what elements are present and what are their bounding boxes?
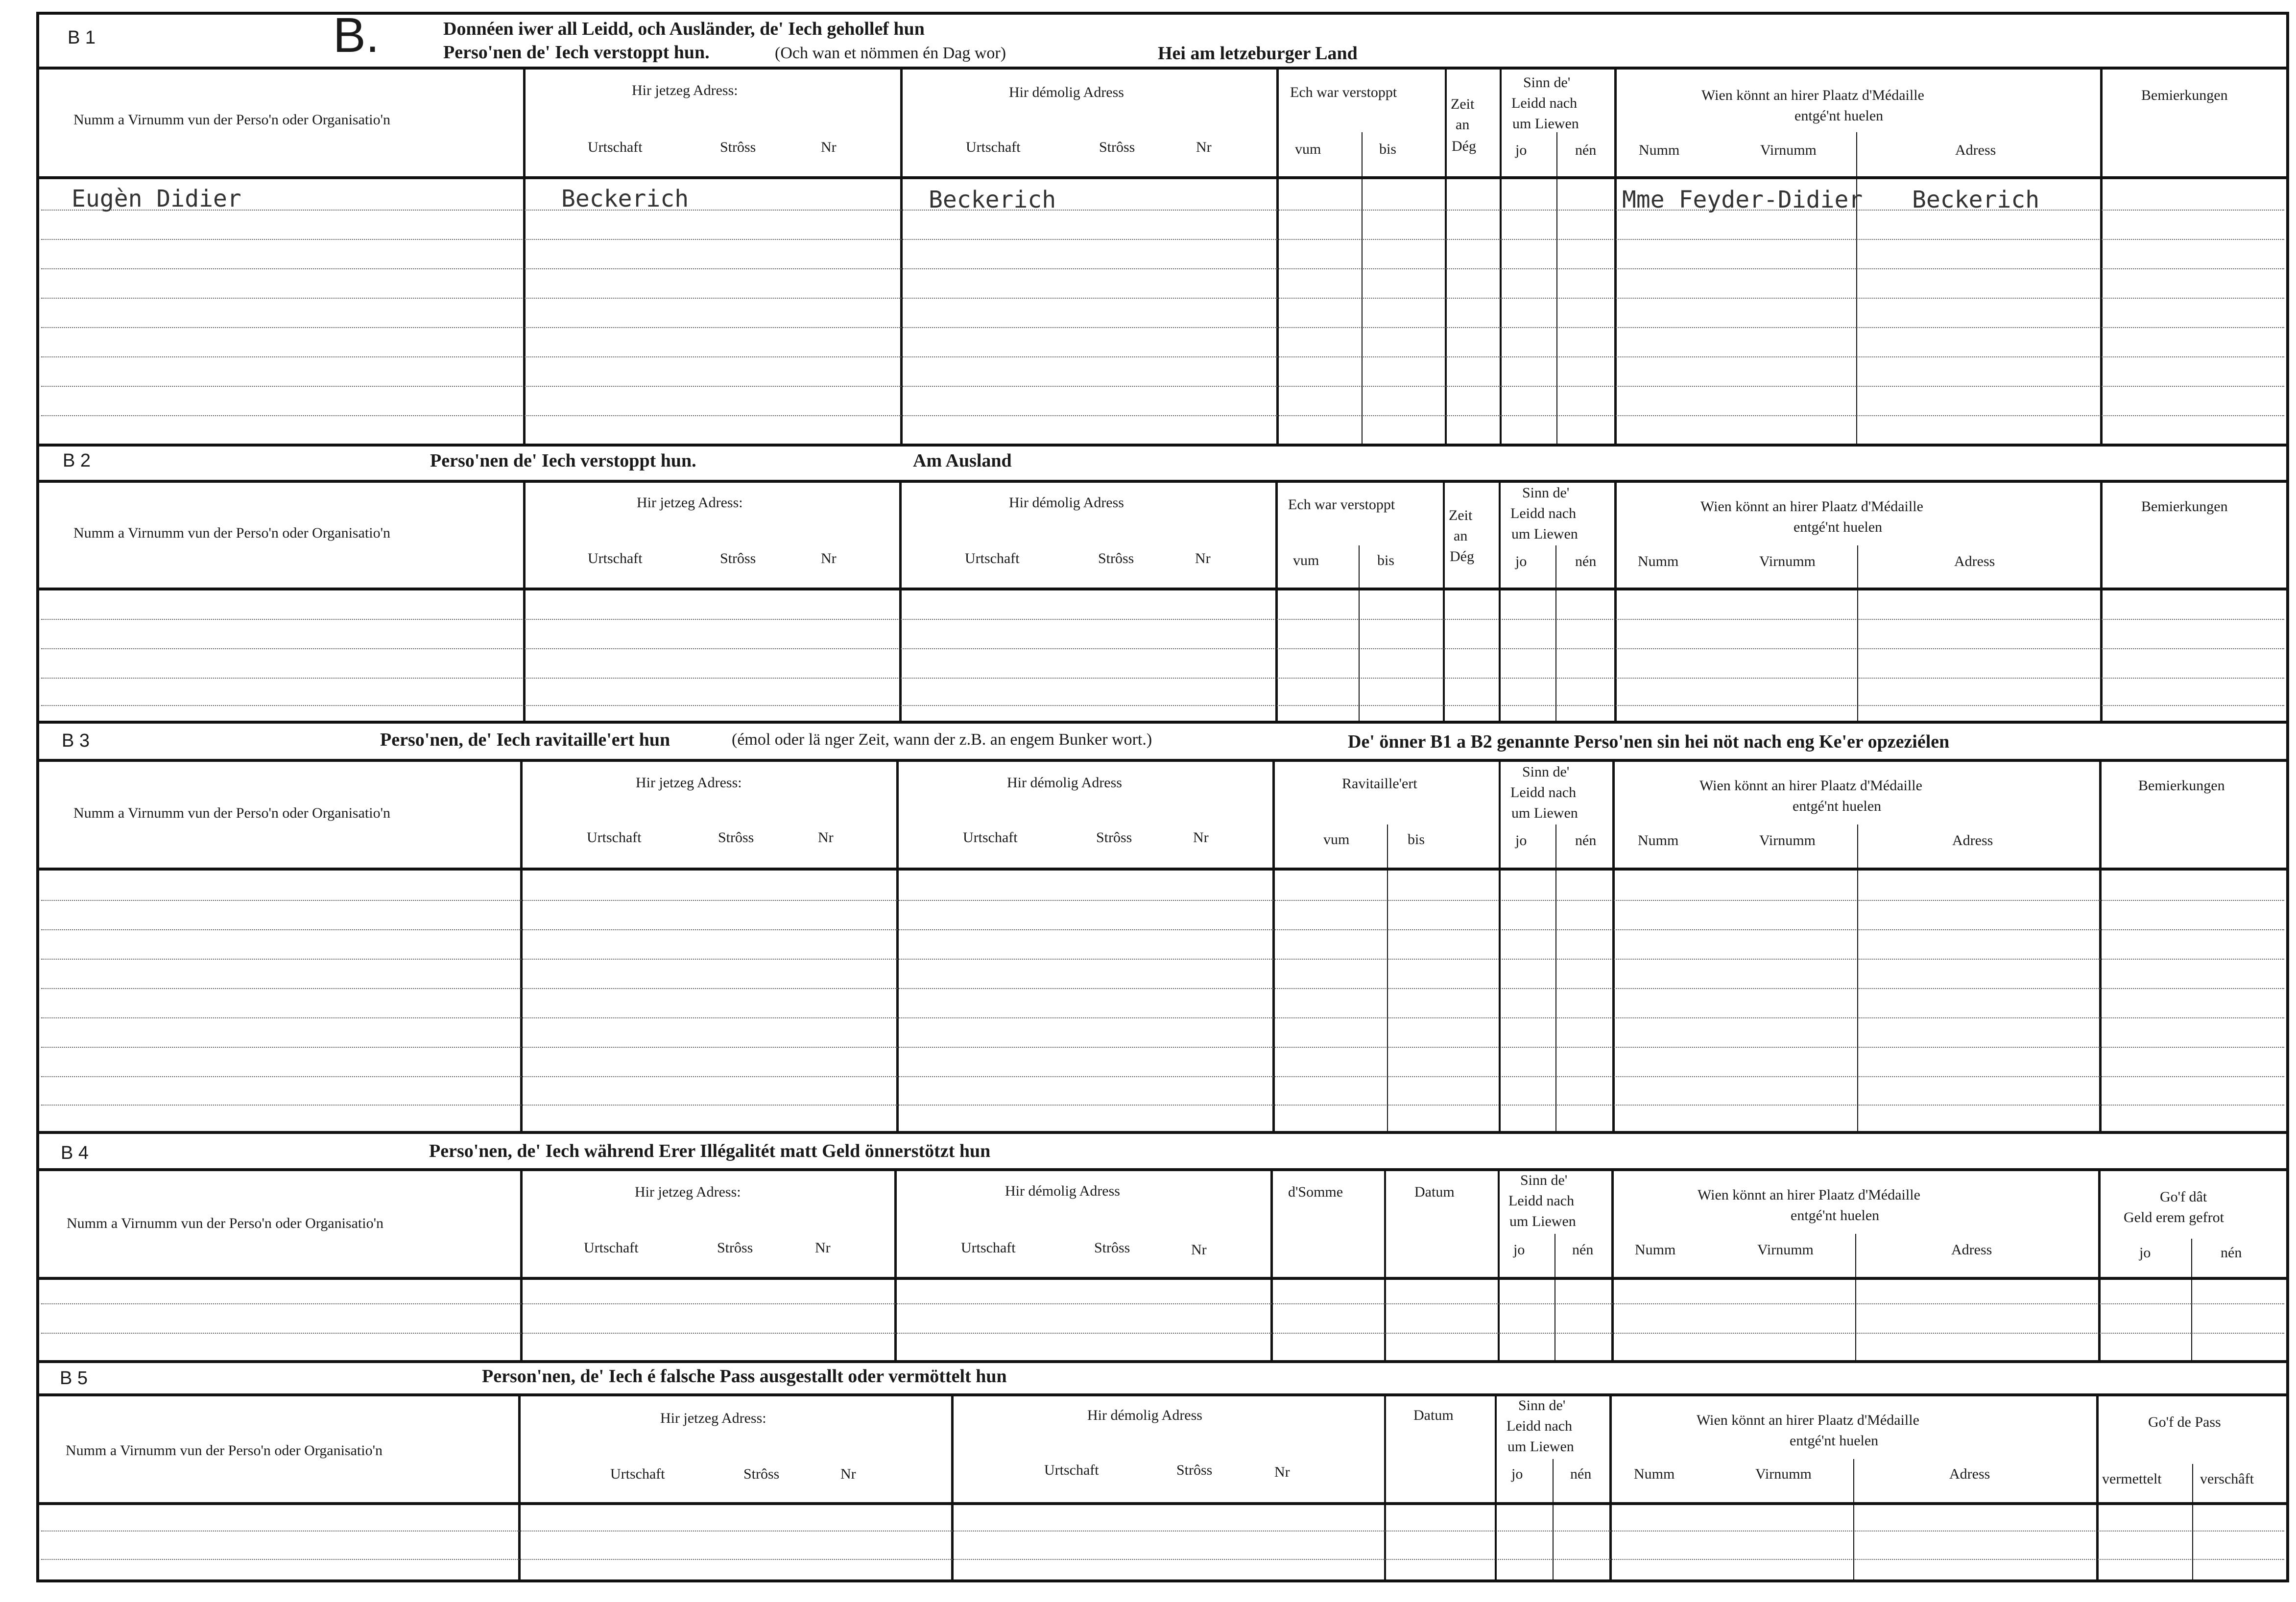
entry-rule <box>41 1076 2284 1077</box>
firstname-header: Virnumm <box>1760 142 1817 158</box>
firstname-header: Virnumm <box>1759 553 1816 569</box>
col-divider <box>1384 1394 1386 1579</box>
section-title: Perso'nen, de' Iech während Erer Illégalitét matt Geld önnerstötzt hun <box>429 1141 991 1161</box>
no-header: nén <box>1575 832 1597 848</box>
place-header: Urtschaft <box>610 1466 665 1482</box>
section-code: B 4 <box>61 1143 89 1163</box>
medal-header-line2: entgé'nt huelen <box>1790 1433 1879 1449</box>
surname-header: Numm <box>1634 1466 1675 1482</box>
current-address-header: Hir jetzeg Adress: <box>636 775 742 791</box>
yes-header: jo <box>1513 1242 1525 1258</box>
entry-medal-name: Mme Feyder-Didier <box>1622 186 1863 213</box>
section-code: B 1 <box>68 27 96 48</box>
col-divider <box>1384 1169 1386 1360</box>
col-divider <box>1359 545 1360 721</box>
place-header: Urtschaft <box>584 1240 639 1256</box>
medal-header: Wien könnt an hirer Plaatz d'Médaille <box>1700 498 1923 515</box>
former-address-header: Hir démolig Adress <box>1009 84 1124 100</box>
number-header: Nr <box>818 829 834 846</box>
number-header: Nr <box>1193 829 1209 846</box>
number-header: Nr <box>821 550 837 566</box>
entry-rule <box>41 929 2284 930</box>
days-header: Zeit <box>1449 507 1473 523</box>
section-title-note: (Och wan et nömmen én Dag wor) <box>775 44 1006 62</box>
place-header: Urtschaft <box>588 139 643 155</box>
place-header: Urtschaft <box>965 550 1020 566</box>
surname-header: Numm <box>1639 142 1680 158</box>
life-header: Sinn de' <box>1520 1172 1568 1188</box>
yes-header: jo <box>1511 1466 1523 1482</box>
place-header: Urtschaft <box>1044 1462 1099 1478</box>
col-divider <box>1362 132 1363 444</box>
medal-header: Wien könnt an hirer Plaatz d'Médaille <box>1701 87 1924 103</box>
returned-header: Go'f dât <box>2160 1189 2207 1205</box>
surname-header: Numm <box>1635 1242 1676 1258</box>
days-header: Zeit <box>1451 96 1475 112</box>
street-header: Strôss <box>1099 139 1135 155</box>
address-header: Adress <box>1954 553 1995 569</box>
yes-header: jo <box>2139 1245 2151 1261</box>
col-divider <box>1853 1459 1854 1579</box>
col-divider <box>2096 1394 2099 1579</box>
header-rule <box>36 480 2289 483</box>
until-header: bis <box>1377 552 1395 568</box>
surname-header: Numm <box>1638 553 1679 569</box>
section-title: Person'nen, de' Iech é falsche Pass ausgestallt oder vermöttelt hun <box>482 1366 1007 1387</box>
current-address-header: Hir jetzeg Adress: <box>632 82 738 98</box>
header-rule <box>36 67 2289 70</box>
col-divider <box>899 481 902 721</box>
entry-rule <box>41 415 2284 416</box>
life-header: Leidd nach <box>1511 95 1578 111</box>
life-header: Leidd nach <box>1507 1418 1573 1434</box>
place-header: Urtschaft <box>961 1240 1016 1256</box>
no-header: nén <box>1570 1466 1592 1482</box>
no-header: nén <box>1575 142 1597 158</box>
address-header: Adress <box>1949 1466 1990 1482</box>
street-header: Strôss <box>717 1240 753 1256</box>
entry-rule <box>41 678 2284 679</box>
col-divider <box>1612 760 1615 1131</box>
surname-header: Numm <box>1638 832 1679 848</box>
returned-header-line2: Geld erem gefrot <box>2124 1209 2224 1225</box>
street-header: Strôss <box>1098 550 1134 566</box>
col-divider <box>1275 481 1278 721</box>
life-header: Sinn de' <box>1522 764 1570 780</box>
place-header: Urtschaft <box>966 139 1021 155</box>
firstname-header: Virnumm <box>1757 1242 1814 1258</box>
section-bottom-rule <box>36 444 2289 447</box>
entry-rule <box>41 988 2284 989</box>
entry-rule <box>41 1047 2284 1048</box>
life-header: Sinn de' <box>1518 1397 1566 1414</box>
former-address-header: Hir démolig Adress <box>1007 775 1122 791</box>
col-divider <box>1856 132 1857 444</box>
col-divider <box>1276 68 1279 444</box>
street-header: Strôss <box>720 550 756 566</box>
remarks-header: Bemierkungen <box>2138 777 2225 794</box>
address-header: Adress <box>1955 142 1996 158</box>
current-address-header: Hir jetzeg Adress: <box>635 1184 741 1200</box>
street-header: Strôss <box>1176 1462 1213 1478</box>
col-divider <box>1272 760 1275 1131</box>
days-header: an <box>1456 117 1470 133</box>
date-header: Datum <box>1414 1184 1455 1200</box>
section-title: Perso'nen, de' Iech ravitaille'ert hun <box>380 730 670 750</box>
col-divider <box>1445 68 1447 444</box>
header-bottom-rule <box>36 176 2289 179</box>
from-header: vum <box>1295 141 1321 157</box>
no-header: nén <box>1572 1242 1594 1258</box>
col-divider <box>518 1394 521 1579</box>
section-code: B 3 <box>62 730 90 751</box>
section-title-line2: Perso'nen de' Iech verstoppt hun. <box>443 42 710 63</box>
days-header: an <box>1454 528 1468 544</box>
col-divider <box>520 760 523 1131</box>
entry-rule <box>41 648 2284 649</box>
form-letter: B. <box>333 8 380 63</box>
section-code: B 5 <box>60 1368 88 1389</box>
entry-rule <box>41 1105 2284 1106</box>
pass-header: Go'f de Pass <box>2148 1414 2221 1430</box>
entry-rule <box>41 239 2284 240</box>
entry-rule <box>41 1017 2284 1018</box>
from-header: vum <box>1323 831 1350 848</box>
place-header: Urtschaft <box>587 829 642 846</box>
life-header: um Liewen <box>1511 526 1578 542</box>
col-divider <box>523 481 526 721</box>
col-divider <box>894 1169 897 1360</box>
yes-header: jo <box>1515 553 1527 569</box>
section-bottom-rule <box>36 1360 2289 1363</box>
header-rule <box>36 1168 2289 1171</box>
header-rule <box>36 1393 2289 1396</box>
col-divider <box>900 68 903 444</box>
supplied-header: Ravitaille'ert <box>1342 776 1417 792</box>
number-header: Nr <box>1191 1242 1207 1258</box>
col-divider <box>1495 1394 1497 1579</box>
col-divider <box>1500 68 1502 444</box>
entry-rule <box>41 1303 2284 1304</box>
former-address-header: Hir démolig Adress <box>1005 1183 1120 1199</box>
col-divider <box>2099 760 2102 1131</box>
number-header: Nr <box>1274 1464 1290 1480</box>
entry-rule <box>41 900 2284 901</box>
address-header: Adress <box>1951 1242 1992 1258</box>
place-header: Urtschaft <box>588 550 643 566</box>
number-header: Nr <box>1196 139 1212 155</box>
place-header: Urtschaft <box>963 829 1018 846</box>
col-divider <box>1609 1394 1612 1579</box>
yes-header: jo <box>1515 832 1527 848</box>
entry-rule <box>41 268 2284 269</box>
number-header: Nr <box>1195 550 1211 566</box>
col-divider <box>1611 1169 1614 1360</box>
col-divider <box>1614 68 1617 444</box>
header-bottom-rule <box>36 868 2289 871</box>
col-divider <box>1855 1234 1856 1360</box>
col-divider <box>2192 1464 2193 1579</box>
number-header: Nr <box>840 1466 856 1482</box>
entry-medal-address: Beckerich <box>1912 186 2040 213</box>
col-divider <box>1857 545 1858 721</box>
until-header: bis <box>1408 831 1425 848</box>
no-header: nén <box>1575 553 1597 569</box>
col-divider <box>1387 825 1388 1131</box>
entry-rule <box>41 619 2284 620</box>
former-address-header: Hir démolig Adress <box>1009 495 1124 511</box>
col-divider <box>2100 481 2103 721</box>
from-header: vum <box>1293 552 1319 568</box>
remarks-header: Bemierkungen <box>2141 87 2228 103</box>
section-code: B 2 <box>63 450 91 471</box>
medal-header: Wien könnt an hirer Plaatz d'Médaille <box>1699 777 1922 794</box>
col-divider <box>523 68 526 444</box>
granted-header: verschâft <box>2200 1471 2254 1487</box>
sum-header: d'Somme <box>1288 1184 1343 1200</box>
col-divider <box>1499 760 1501 1131</box>
street-header: Strôss <box>743 1466 780 1482</box>
life-header: Sinn de' <box>1523 74 1571 91</box>
medal-header-line2: entgé'nt huelen <box>1794 108 1884 124</box>
street-header: Strôss <box>718 829 754 846</box>
header-bottom-rule <box>36 1502 2289 1505</box>
remarks-header: Bemierkungen <box>2141 498 2228 515</box>
entry-rule <box>41 959 2284 960</box>
no-header: nén <box>2221 1245 2242 1261</box>
current-address-header: Hir jetzeg Adress: <box>637 495 743 511</box>
entry-rule <box>41 327 2284 328</box>
medal-header-line2: entgé'nt huelen <box>1793 798 1882 814</box>
col-divider <box>520 1169 523 1360</box>
col-divider <box>1499 481 1501 721</box>
hidden-period-header: Ech war verstoppt <box>1290 84 1397 100</box>
hidden-period-header: Ech war verstoppt <box>1288 496 1395 513</box>
life-header: Leidd nach <box>1508 1193 1575 1209</box>
section-bottom-rule <box>36 721 2289 724</box>
firstname-header: Virnumm <box>1759 832 1816 848</box>
section-title: Donnéen iwer all Leidd, och Ausländer, de' Iech gehollef hun <box>443 19 925 39</box>
name-header: Numm a Virnumm vun der Perso'n oder Organisatio'n <box>66 1442 383 1459</box>
number-header: Nr <box>821 139 837 155</box>
col-divider <box>1614 481 1617 721</box>
section-title-note2: De' önner B1 a B2 genannte Perso'nen sin hei nöt nach eng Ke'er opzeziélen <box>1348 731 1950 752</box>
days-header: Dég <box>1452 138 1476 154</box>
street-header: Strôss <box>1096 829 1132 846</box>
col-divider <box>1555 825 1556 1131</box>
col-divider <box>1553 1459 1554 1579</box>
header-bottom-rule <box>36 588 2289 590</box>
col-divider <box>2191 1239 2192 1360</box>
entry-rule <box>41 705 2284 706</box>
header-rule <box>36 759 2289 762</box>
section-bottom-rule <box>36 1131 2289 1134</box>
col-divider <box>2098 1169 2101 1360</box>
medal-header-line2: entgé'nt huelen <box>1791 1207 1880 1224</box>
name-header: Numm a Virnumm vun der Perso'n oder Organisatio'n <box>73 525 390 541</box>
yes-header: jo <box>1515 142 1527 158</box>
medal-header: Wien könnt an hirer Plaatz d'Médaille <box>1698 1187 1920 1203</box>
section-title-place: Am Ausland <box>913 450 1012 471</box>
entry-name: Eugèn Didier <box>72 185 241 212</box>
name-header: Numm a Virnumm vun der Perso'n oder Organisatio'n <box>73 805 390 821</box>
current-address-header: Hir jetzeg Adress: <box>660 1410 766 1426</box>
entry-former-place: Beckerich <box>929 186 1056 213</box>
street-header: Strôss <box>1094 1240 1130 1256</box>
life-header: Leidd nach <box>1510 505 1577 521</box>
col-divider <box>1443 481 1445 721</box>
col-divider <box>1270 1169 1273 1360</box>
date-header: Datum <box>1413 1407 1454 1423</box>
form-frame <box>36 8 2289 1582</box>
medal-header-line2: entgé'nt huelen <box>1794 519 1883 535</box>
life-header: Leidd nach <box>1510 784 1577 801</box>
former-address-header: Hir démolig Adress <box>1087 1407 1202 1423</box>
name-header: Numm a Virnumm vun der Perso'n oder Organisatio'n <box>67 1215 383 1231</box>
col-divider <box>1498 1169 1500 1360</box>
days-header: Dég <box>1450 548 1474 565</box>
section-title-note: (émol oder lä nger Zeit, wann der z.B. an engem Bunker wort.) <box>732 730 1152 749</box>
entry-rule <box>41 356 2284 357</box>
life-header: um Liewen <box>1511 805 1578 821</box>
entry-rule <box>41 1559 2284 1560</box>
col-divider <box>2100 68 2103 444</box>
name-header: Numm a Virnumm vun der Perso'n oder Organisatio'n <box>73 112 390 128</box>
col-divider <box>951 1394 954 1579</box>
medal-header: Wien könnt an hirer Plaatz d'Médaille <box>1697 1412 1919 1428</box>
col-divider <box>1556 132 1557 444</box>
entry-rule <box>41 386 2284 387</box>
life-header: um Liewen <box>1512 116 1579 132</box>
life-header: um Liewen <box>1509 1213 1576 1229</box>
number-header: Nr <box>815 1240 831 1256</box>
entry-rule <box>41 298 2284 299</box>
entry-rule <box>41 1333 2284 1334</box>
entry-current-place: Beckerich <box>561 185 689 212</box>
street-header: Strôss <box>720 139 756 155</box>
header-bottom-rule <box>36 1277 2289 1280</box>
until-header: bis <box>1379 141 1397 157</box>
mediated-header: vermettelt <box>2102 1471 2162 1487</box>
col-divider <box>896 760 899 1131</box>
section-title-place: Hei am letzeburger Land <box>1158 43 1358 64</box>
life-header: Sinn de' <box>1522 485 1570 501</box>
address-header: Adress <box>1952 832 1993 848</box>
col-divider <box>1857 825 1858 1131</box>
section-title: Perso'nen de' Iech verstoppt hun. <box>430 450 696 471</box>
firstname-header: Virnumm <box>1755 1466 1812 1482</box>
col-divider <box>1555 545 1556 721</box>
life-header: um Liewen <box>1507 1438 1574 1455</box>
